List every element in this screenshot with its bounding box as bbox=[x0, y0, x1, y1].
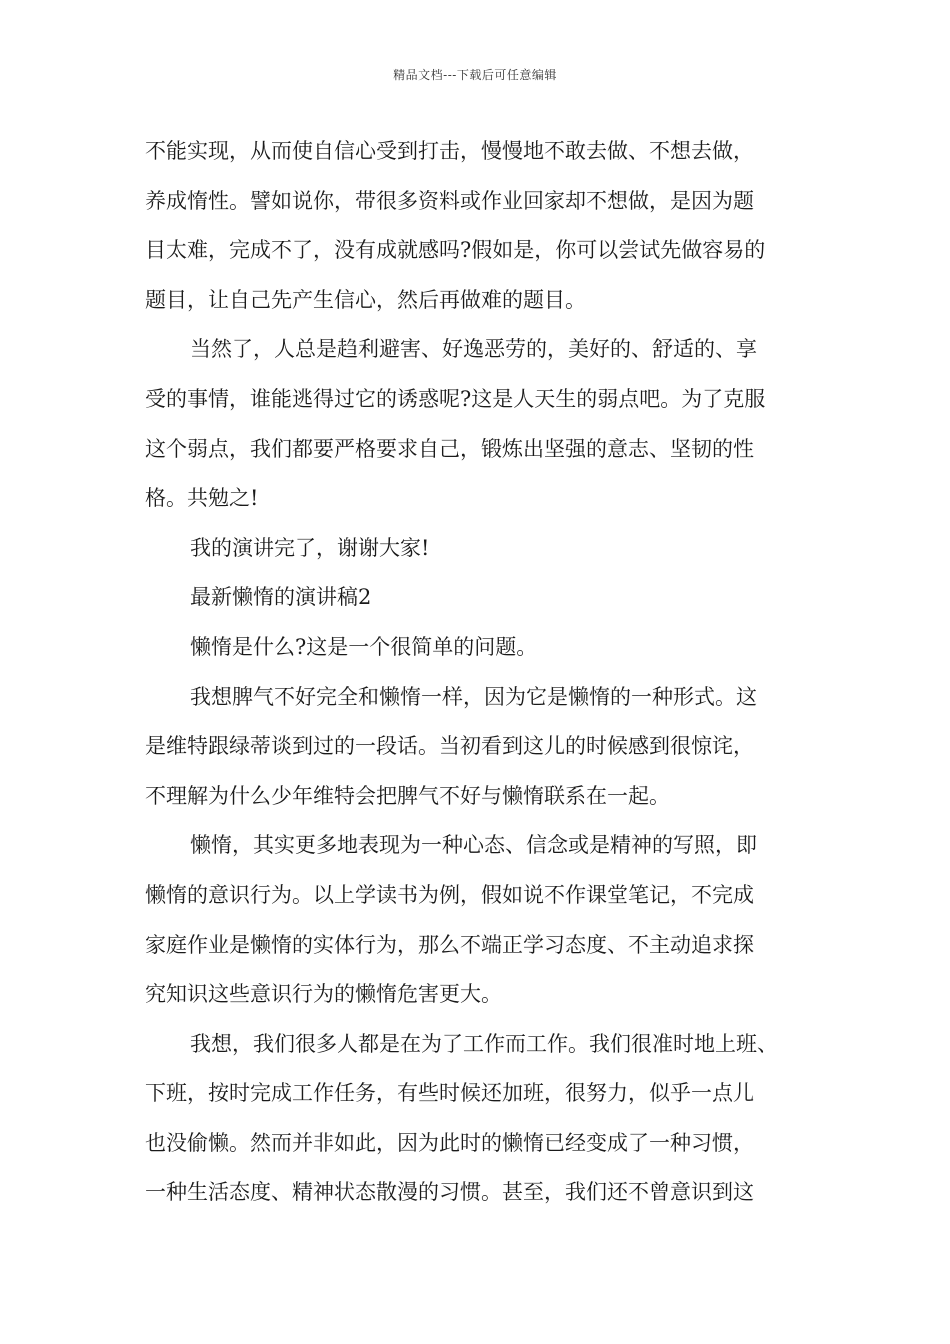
text-line: 受的事情，谁能逃得过它的诱惑呢?这是人天生的弱点吧。为了克服 bbox=[145, 386, 766, 411]
text-line: 题目，让自己先产生信心，然后再做难的题目。 bbox=[145, 287, 586, 312]
text-line: 这个弱点，我们都要严格要求自己，锻炼出坚强的意志、坚韧的性 bbox=[145, 436, 754, 461]
text-line: 懒惰的意识行为。以上学读书为例，假如说不作课堂笔记，不完成 bbox=[145, 882, 754, 907]
document-body bbox=[145, 127, 825, 1218]
paragraph-start-line: 我想脾气不好完全和懒惰一样，因为它是懒惰的一种形式。这 bbox=[190, 684, 757, 709]
section-title: 最新懒惰的演讲稿2 bbox=[190, 585, 372, 610]
paragraph-start-line: 懒惰，其实更多地表现为一种心态、信念或是精神的写照，即 bbox=[190, 833, 757, 858]
paragraph-start-line: 我想，我们很多人都是在为了工作而工作。我们很准时地上班、 bbox=[190, 1031, 778, 1056]
paragraph-start-line: 当然了，人总是趋利避害、好逸恶劳的，美好的、舒适的、享 bbox=[190, 337, 757, 362]
text-line: 格。共勉之! bbox=[145, 486, 259, 511]
page-header: 精品文档---下载后可任意编辑 bbox=[393, 68, 557, 82]
text-line: 是维特跟绿蒂谈到过的一段话。当初看到这儿的时候感到很惊诧， bbox=[145, 734, 754, 759]
text-line: 养成惰性。譬如说你，带很多资料或作业回家却不想做，是因为题 bbox=[145, 188, 754, 213]
paragraph-start-line: 懒惰是什么?这是一个很简单的问题。 bbox=[190, 634, 538, 659]
text-line: 家庭作业是懒惰的实体行为，那么不端正学习态度、不主动追求探 bbox=[145, 932, 754, 957]
text-line: 也没偷懒。然而并非如此，因为此时的懒惰已经变成了一种习惯， bbox=[145, 1130, 754, 1155]
text-line: 不能实现，从而使自信心受到打击，慢慢地不敢去做、不想去做， bbox=[145, 139, 754, 163]
paragraph-start-line: 我的演讲完了，谢谢大家! bbox=[190, 535, 430, 560]
text-line: 下班，按时完成工作任务，有些时候还加班，很努力，似乎一点儿 bbox=[145, 1081, 754, 1106]
text-line: 目太难，完成不了，没有成就感吗?假如是，你可以尝试先做容易的 bbox=[145, 238, 766, 263]
text-line: 究知识这些意识行为的懒惰危害更大。 bbox=[145, 982, 502, 1007]
text-line: 不理解为什么少年维特会把脾气不好与懒惰联系在一起。 bbox=[145, 783, 670, 808]
text-line: 一种生活态度、精神状态散漫的习惯。甚至，我们还不曾意识到这 bbox=[145, 1180, 754, 1205]
